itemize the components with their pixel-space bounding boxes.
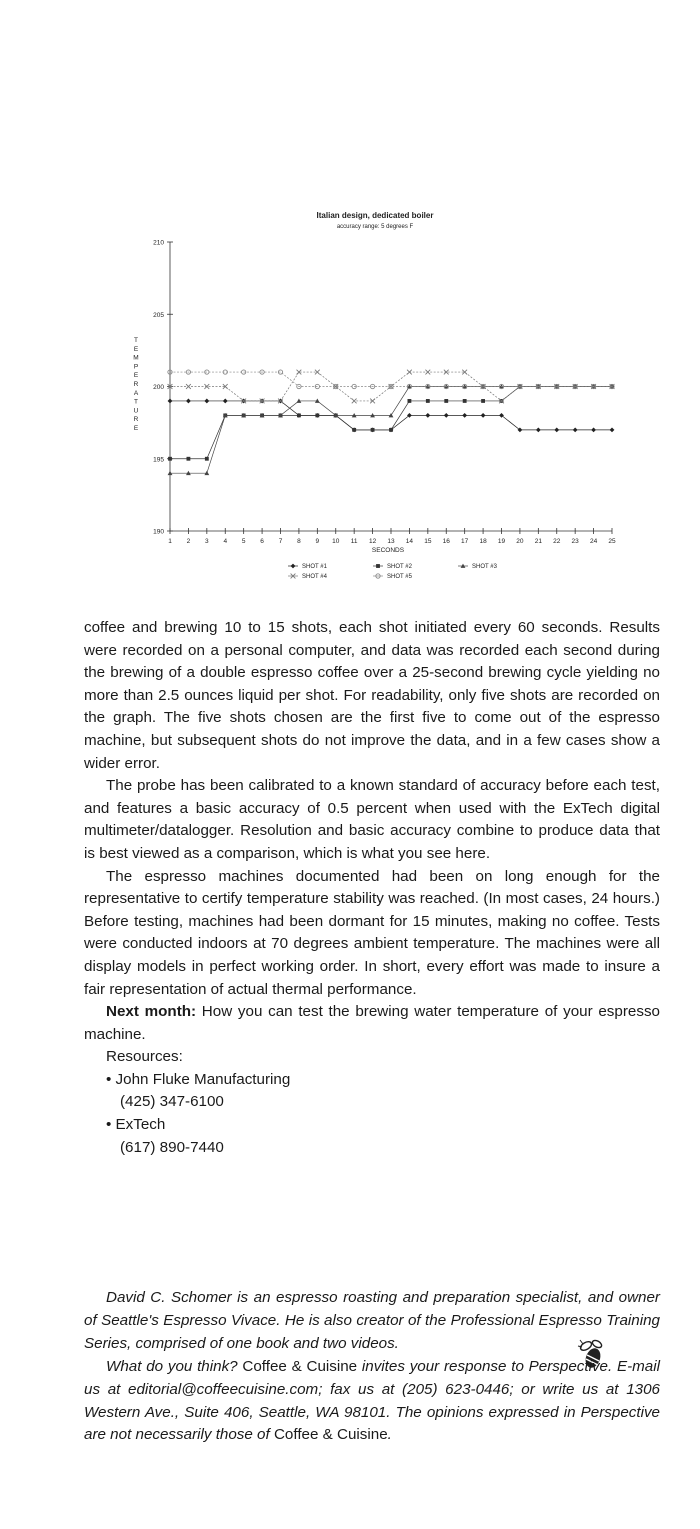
data-point bbox=[371, 428, 375, 432]
resources-label: Resources: bbox=[106, 1048, 183, 1066]
data-point bbox=[168, 399, 173, 404]
data-point bbox=[186, 384, 191, 389]
series-shot-2 bbox=[168, 385, 614, 461]
resource-1-name: John Fluke Manufacturing bbox=[115, 1070, 291, 1088]
temperature-chart bbox=[120, 200, 640, 590]
data-point bbox=[425, 370, 430, 375]
legend-marker bbox=[376, 564, 380, 568]
data-point bbox=[462, 413, 467, 418]
data-point bbox=[407, 399, 411, 403]
resource-1-phone: (425) 347-6100 bbox=[120, 1093, 224, 1111]
y-axis-label bbox=[133, 337, 139, 432]
y-tick-label: 190 bbox=[153, 528, 164, 536]
data-point bbox=[573, 427, 578, 432]
legend-marker bbox=[291, 564, 296, 569]
x-tick-label: 5 bbox=[241, 538, 246, 545]
y-axis-label-letter: T bbox=[134, 398, 138, 406]
paragraph-2: The probe has been calibrated to a known standard of accuracy before each test, and features a basic accuracy of 0.5 percent when used with the ExTech digital multimeter/datalogger. Resolution and basic accuracy combine to produce data that is best viewed as a comparison, which is what you see here. bbox=[84, 777, 660, 862]
data-point bbox=[444, 399, 448, 403]
x-tick-label: 19 bbox=[497, 538, 506, 545]
data-point bbox=[297, 413, 301, 417]
y-axis-label-letter: U bbox=[133, 407, 139, 415]
legend-label: SHOT #4 bbox=[302, 574, 327, 580]
next-month-label: Next month: bbox=[106, 1003, 197, 1021]
data-point bbox=[610, 427, 615, 432]
author-bio bbox=[84, 1287, 660, 1355]
series-shot-5 bbox=[168, 370, 614, 389]
legend-label: SHOT #3 bbox=[472, 564, 497, 570]
data-point bbox=[536, 427, 541, 432]
y-tick-label: 195 bbox=[153, 456, 164, 464]
article-body bbox=[84, 617, 660, 1159]
x-tick-label: 25 bbox=[608, 538, 616, 545]
x-tick-label: 12 bbox=[368, 538, 377, 545]
x-tick-label: 3 bbox=[205, 538, 209, 545]
x-tick-label: 16 bbox=[442, 538, 450, 545]
data-point bbox=[481, 399, 485, 403]
data-point bbox=[425, 413, 430, 418]
next-month-text: How you can test the brewing water temperature of your espresso machine. bbox=[84, 1003, 660, 1043]
feedback-part-2: invites your response to Perspective. E-mail us at editorial@coffeecuisine.com; fax us at (205) 623-0446; or write us at 1306 Western Ave., Suite 406, Seattle, WA 98101. The opinions expressed in Perspective are not necessarily those of bbox=[84, 1358, 660, 1444]
x-tick-label: 8 bbox=[297, 538, 301, 545]
y-axis-label-letter: M bbox=[133, 354, 139, 362]
chart-title: Italian design, dedicated boiler bbox=[316, 211, 434, 220]
y-tick-label: 200 bbox=[153, 384, 164, 391]
x-tick-label: 13 bbox=[387, 538, 395, 545]
y-axis-label-letter: E bbox=[133, 345, 139, 353]
x-tick-label: 20 bbox=[516, 538, 524, 545]
data-point bbox=[444, 413, 449, 418]
resource-item-1: • John Fluke Manufacturing bbox=[106, 1070, 291, 1088]
chart-series bbox=[168, 370, 615, 475]
chart-legend bbox=[288, 564, 498, 580]
legend-label: SHOT #5 bbox=[387, 574, 412, 580]
x-tick-label: 24 bbox=[589, 538, 598, 545]
legend-label: SHOT #1 bbox=[302, 564, 327, 570]
x-tick-label: 11 bbox=[350, 538, 358, 545]
y-axis-label-letter: T bbox=[134, 337, 138, 344]
x-axis-label: SECONDS bbox=[371, 547, 405, 554]
data-point bbox=[554, 427, 559, 432]
y-axis-label-letter: A bbox=[133, 389, 139, 397]
x-tick-label: 10 bbox=[332, 538, 340, 545]
x-tick-label: 22 bbox=[553, 538, 561, 545]
data-point bbox=[186, 399, 191, 404]
data-point bbox=[186, 457, 190, 461]
y-tick-label: 205 bbox=[153, 311, 164, 319]
x-tick-label: 18 bbox=[479, 538, 487, 545]
feedback-text bbox=[84, 1356, 660, 1447]
x-tick-label: 2 bbox=[186, 538, 191, 545]
feedback-part-1: What do you think? bbox=[106, 1358, 243, 1375]
magazine-name: Coffee & Cuisine bbox=[242, 1358, 358, 1375]
x-tick-label: 4 bbox=[223, 538, 228, 545]
x-tick-label: 23 bbox=[571, 538, 579, 545]
author-bio-text: David C. Schomer is an espresso roasting and preparation specialist, and owner of Seattle's Espresso Vivace. He is also creator of the Professional Espresso Training Series, comprised of one book and two videos. bbox=[84, 1289, 660, 1352]
next-month-paragraph bbox=[84, 1001, 660, 1046]
y-axis-label-letter: R bbox=[133, 416, 139, 424]
data-point bbox=[204, 399, 209, 404]
resource-2-name: ExTech bbox=[115, 1116, 166, 1134]
data-point bbox=[591, 427, 596, 432]
x-tick-label: 14 bbox=[405, 538, 414, 545]
magazine-name-2: Coffee & Cuisine bbox=[273, 1426, 388, 1444]
chart-subtitle: accuracy range: 5 degrees F bbox=[336, 224, 414, 230]
feedback-note bbox=[84, 1356, 660, 1447]
x-tick-label: 17 bbox=[461, 538, 469, 545]
x-tick-label: 1 bbox=[168, 538, 172, 545]
y-axis-label-letter: P bbox=[133, 363, 139, 371]
x-tick-label: 9 bbox=[315, 538, 320, 545]
data-point bbox=[481, 413, 486, 418]
data-point bbox=[352, 399, 357, 404]
y-tick-label: 210 bbox=[153, 239, 164, 247]
data-point bbox=[426, 399, 430, 403]
x-tick-label: 7 bbox=[278, 538, 283, 545]
data-point bbox=[389, 428, 393, 432]
series-line bbox=[170, 387, 612, 459]
x-tick-labels bbox=[168, 528, 616, 545]
y-axis-label-letter: E bbox=[133, 372, 139, 380]
resource-item-2: • ExTech bbox=[106, 1116, 166, 1134]
paragraph-1: coffee and brewing 10 to 15 shots, each shot initiated every 60 seconds. Results were recorded on a personal computer, and data was recorded each second during the brewing of a double espresso coffee over a 25-second brewing cycle yielding no more than 2.5 ounces liquid per shot. For readability, only five shots are recorded on the graph. The five shots chosen are the first five to come out of the espresso machine, but subsequent shots do not improve the data, and in a few cases show a wider error. bbox=[84, 619, 660, 772]
y-axis-label-letter: E bbox=[133, 425, 139, 432]
feedback-part-3: . bbox=[387, 1426, 392, 1444]
data-point bbox=[168, 457, 172, 461]
resource-2-phone: (617) 890-7440 bbox=[120, 1138, 224, 1156]
y-axis-label-letter: R bbox=[133, 381, 139, 388]
x-tick-label: 21 bbox=[534, 538, 542, 545]
paragraph-3: The espresso machines documented had been on long enough for the representative to certify temperature stability was reached. (In most cases, 24 hours.) Before testing, machines had been dormant for 15 minutes, making no coffee. Tests were conducted indoors at 70 degrees ambient temperature. The machines were all display models in perfect working order. In short, every effort was made to insure a fair representation of actual thermal performance. bbox=[84, 867, 660, 998]
legend-label: SHOT #2 bbox=[387, 564, 412, 570]
data-point bbox=[315, 413, 319, 417]
data-point bbox=[223, 399, 228, 404]
x-tick-label: 6 bbox=[260, 538, 264, 545]
data-point bbox=[463, 399, 467, 403]
x-tick-label: 15 bbox=[424, 538, 432, 545]
data-point bbox=[352, 428, 356, 432]
data-point bbox=[205, 457, 209, 461]
